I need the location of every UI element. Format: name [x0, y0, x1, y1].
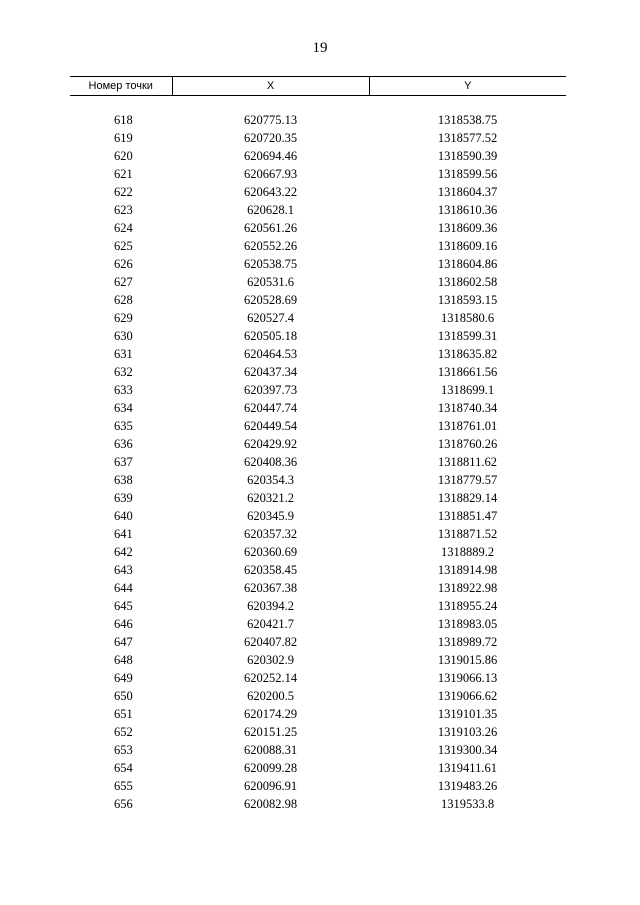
cell-y: 1318610.36: [437, 203, 498, 217]
cell-y: 1319411.61: [438, 761, 497, 775]
table-row: [70, 111, 566, 129]
cell-point-number: 643: [114, 563, 133, 577]
cell-x: 620449.54: [243, 419, 298, 433]
table-row: [70, 381, 566, 399]
cell-y: 1318661.56: [437, 365, 498, 379]
cell-x: 620321.2: [247, 491, 294, 505]
cell-point-number: 650: [114, 689, 133, 703]
cell-x: 620200.5: [247, 689, 294, 703]
cell-y: 1318604.37: [437, 185, 498, 199]
cell-y: 1318609.16: [437, 239, 498, 253]
cell-y: 1318955.24: [437, 599, 498, 613]
table-row: [70, 399, 566, 417]
cell-x: 620775.13: [243, 113, 298, 127]
cell-x: 620151.25: [243, 725, 298, 739]
cell-x: 620429.92: [243, 437, 298, 451]
cell-y: 1318599.56: [437, 167, 498, 181]
table-header-row: [70, 77, 566, 96]
cell-y: 1319103.26: [437, 725, 498, 739]
cell-point-number: 654: [114, 761, 133, 775]
cell-point-number: 651: [114, 707, 133, 721]
table-row: [70, 597, 566, 615]
cell-point-number: 624: [114, 221, 133, 235]
table-row: [70, 363, 566, 381]
cell-point-number: 626: [114, 257, 133, 271]
cell-x: 620357.32: [243, 527, 298, 541]
cell-x: 620643.22: [243, 185, 298, 199]
cell-x: 620437.34: [243, 365, 298, 379]
table-row: [70, 435, 566, 453]
table-row: [70, 741, 566, 759]
cell-x: 620360.69: [243, 545, 298, 559]
table-row: [70, 489, 566, 507]
cell-x: 620561.26: [243, 221, 298, 235]
table-row: [70, 723, 566, 741]
table-row: [70, 759, 566, 777]
cell-x: 620694.46: [243, 149, 298, 163]
cell-point-number: 648: [114, 653, 133, 667]
table-row: [70, 507, 566, 525]
cell-x: 620628.1: [247, 203, 294, 217]
cell-x: 620088.31: [243, 743, 298, 757]
cell-y: 1318740.34: [437, 401, 498, 415]
cell-x: 620527.4: [247, 311, 294, 325]
table-row: [70, 705, 566, 723]
table-row: [70, 201, 566, 219]
cell-point-number: 636: [114, 437, 133, 451]
cell-point-number: 638: [114, 473, 133, 487]
cell-point-number: 634: [114, 401, 133, 415]
cell-x: 620252.14: [243, 671, 298, 685]
table-row: [70, 309, 566, 327]
cell-y: 1318851.47: [437, 509, 498, 523]
cell-y: 1318922.98: [437, 581, 498, 595]
cell-x: 620099.28: [243, 761, 298, 775]
cell-point-number: 629: [114, 311, 133, 325]
cell-x: 620538.75: [243, 257, 298, 271]
cell-x: 620394.2: [247, 599, 294, 613]
cell-point-number: 618: [114, 113, 133, 127]
cell-point-number: 652: [114, 725, 133, 739]
coordinates-table: [70, 76, 566, 813]
cell-x: 620531.6: [247, 275, 294, 289]
cell-x: 620505.18: [243, 329, 298, 343]
cell-y: 1319533.8: [440, 797, 495, 811]
cell-point-number: 641: [114, 527, 133, 541]
cell-y: 1318760.26: [437, 437, 498, 451]
cell-y: 1318829.14: [437, 491, 498, 505]
cell-y: 1318889.2: [440, 545, 495, 559]
cell-point-number: 621: [114, 167, 133, 181]
cell-point-number: 639: [114, 491, 133, 505]
cell-x: 620464.53: [243, 347, 298, 361]
table-row: [70, 651, 566, 669]
cell-point-number: 635: [114, 419, 133, 433]
cell-x: 620552.26: [243, 239, 298, 253]
cell-point-number: 647: [114, 635, 133, 649]
table-row: [70, 129, 566, 147]
cell-point-number: 620: [114, 149, 133, 163]
cell-point-number: 649: [114, 671, 133, 685]
cell-point-number: 622: [114, 185, 133, 199]
cell-point-number: 656: [114, 797, 133, 811]
cell-x: 620408.36: [243, 455, 298, 469]
table-row: [70, 273, 566, 291]
cell-y: 1318580.6: [440, 311, 495, 325]
table-row: [70, 327, 566, 345]
cell-y: 1318761.01: [437, 419, 498, 433]
cell-x: 620667.93: [243, 167, 298, 181]
cell-y: 1319066.13: [437, 671, 498, 685]
cell-point-number: 631: [114, 347, 133, 361]
cell-x: 620302.9: [247, 653, 294, 667]
cell-y: 1318635.82: [437, 347, 498, 361]
table-row: [70, 777, 566, 795]
cell-point-number: 637: [114, 455, 133, 469]
cell-x: 620358.45: [243, 563, 298, 577]
cell-point-number: 642: [114, 545, 133, 559]
cell-x: 620720.35: [243, 131, 298, 145]
table-row: [70, 615, 566, 633]
cell-y: 1318593.15: [437, 293, 498, 307]
cell-point-number: 623: [114, 203, 133, 217]
cell-x: 620407.82: [243, 635, 298, 649]
cell-y: 1318871.52: [437, 527, 498, 541]
header-y: Y: [369, 77, 566, 96]
cell-y: 1318914.98: [437, 563, 498, 577]
cell-x: 620447.74: [243, 401, 298, 415]
cell-y: 1319101.35: [437, 707, 498, 721]
cell-y: 1319015.86: [437, 653, 498, 667]
cell-y: 1318577.52: [437, 131, 498, 145]
cell-y: 1318590.39: [437, 149, 498, 163]
table-row: [70, 291, 566, 309]
table-row: [70, 543, 566, 561]
cell-y: 1318699.1: [440, 383, 495, 397]
cell-point-number: 632: [114, 365, 133, 379]
table-row: [70, 687, 566, 705]
cell-y: 1318989.72: [437, 635, 498, 649]
table-row: [70, 165, 566, 183]
cell-y: 1318602.58: [437, 275, 498, 289]
cell-x: 620367.38: [243, 581, 298, 595]
cell-y: 1319300.34: [437, 743, 498, 757]
cell-point-number: 645: [114, 599, 133, 613]
table-body: [70, 96, 566, 814]
cell-point-number: 646: [114, 617, 133, 631]
table-row: [70, 669, 566, 687]
cell-point-number: 619: [114, 131, 133, 145]
table-row: [70, 579, 566, 597]
cell-y: 1318609.36: [437, 221, 498, 235]
cell-y: 1319483.26: [437, 779, 498, 793]
page-number: 19: [312, 40, 328, 56]
table-row: [70, 471, 566, 489]
table-row: [70, 237, 566, 255]
table-row: [70, 147, 566, 165]
cell-y: 1318779.57: [437, 473, 498, 487]
cell-x: 620345.9: [247, 509, 294, 523]
table-row: [70, 255, 566, 273]
cell-x: 620528.69: [243, 293, 298, 307]
cell-y: 1318983.05: [437, 617, 498, 631]
cell-x: 620421.7: [247, 617, 294, 631]
cell-x: 620397.73: [243, 383, 298, 397]
cell-y: 1319066.62: [437, 689, 498, 703]
cell-y: 1318811.62: [438, 455, 497, 469]
table-row: [70, 417, 566, 435]
cell-y: 1318604.86: [437, 257, 498, 271]
cell-x: 620096.91: [243, 779, 298, 793]
table-row: [70, 525, 566, 543]
table-row: [70, 795, 566, 813]
cell-point-number: 653: [114, 743, 133, 757]
cell-y: 1318538.75: [437, 113, 498, 127]
table-row: [70, 633, 566, 651]
cell-point-number: 633: [114, 383, 133, 397]
table-row: [70, 453, 566, 471]
table-row: [70, 219, 566, 237]
cell-x: 620082.98: [243, 797, 298, 811]
table-row: [70, 561, 566, 579]
header-point-number: Номер точки: [70, 77, 172, 96]
table-row: [70, 183, 566, 201]
cell-y: 1318599.31: [437, 329, 498, 343]
cell-point-number: 655: [114, 779, 133, 793]
header-x: X: [172, 77, 369, 96]
cell-point-number: 627: [114, 275, 133, 289]
cell-x: 620354.3: [247, 473, 294, 487]
table-row: [70, 345, 566, 363]
cell-point-number: 625: [114, 239, 133, 253]
cell-point-number: 628: [114, 293, 133, 307]
cell-point-number: 630: [114, 329, 133, 343]
cell-point-number: 640: [114, 509, 133, 523]
cell-x: 620174.29: [243, 707, 298, 721]
table-spacer: [70, 96, 566, 112]
cell-point-number: 644: [114, 581, 133, 595]
